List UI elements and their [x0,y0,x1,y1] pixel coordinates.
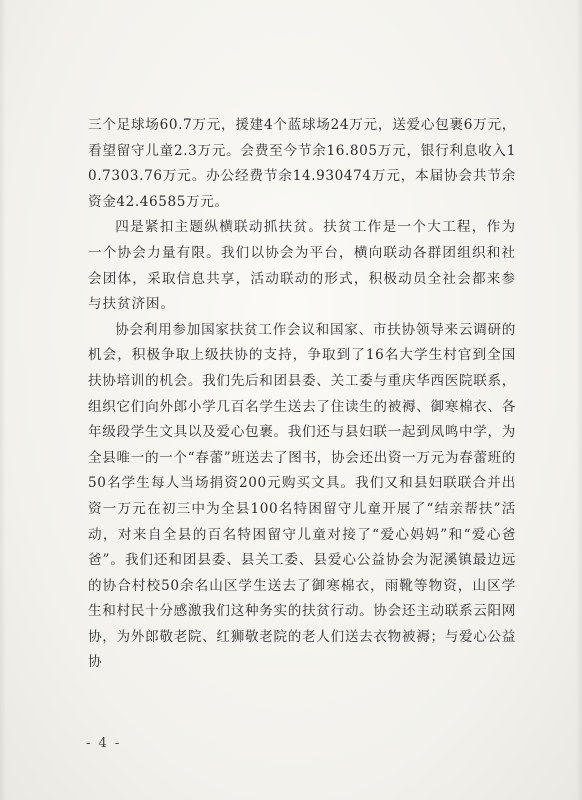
paragraph-linked-poverty-relief [88,215,516,317]
document-body [88,113,516,676]
paragraph-association-activities: 协会利用参加国家扶贫工作会议和国家、市扶协领导来云调研的机会，积极争取上级扶协的支持，争取到了16名大学生村官到全国扶协培训的机会。我们先后和团县委、关工委与重庆华西医院联系，组织它们向外郎小学几百名学生送去了住读生的被褥、御寒棉衣、各年级段学生文具以及爱心包裹。我们还与县妇联一起到凤鸣中学，为全县唯一的一个“春蕾”班送去了图书，协会还出资一万元为春蕾班的50名学生每人当场捐资200元购买文具。我们又和县妇联联合并出资一万元在初三中为全县100名特困留守儿童开展了“结亲帮扶”活动，对来自全县的百名特困留守儿童对接了“爱心妈妈”和“爱心爸爸”。我们还和团县委、县关工委、县爱心公益协会为泥溪镇最边远的协合村校50余名山区学生送去了御寒棉衣，雨靴等物资，山区学生和村民十分感激我们这种务实的扶贫行动。协会还主动联系云阳网协，为外郎敬老院、红狮敬老院的老人们送去衣物被褥；与爱心公益协 [88,321,516,671]
page-number: - 4 - [86,736,122,751]
scan-shadow-right [576,0,582,800]
paragraph-heading: 四是紧扣主题纵横联动抓扶贫。 [115,219,324,236]
scan-shadow-left [0,0,6,800]
paragraph-budget-summary: 三个足球场60.7万元，援建4个蓝球场24万元，送爱心包裹6万元，看望留守儿童2.3万元。会费至今节余16.805万元，银行利息收入10.7303.76万元。办公经费节余14.930474万元，本届协会共节余资金42.46585万元。 [88,117,516,210]
paragraph-body-text: 扶贫工作是一个大工程，作为一个协会力量有限。我们以协会为平台，横向联动各群团组织和社会团体，采取信息共享，活动联动的形式，积极动员全社会都来参与扶贫济困。 [88,219,516,313]
